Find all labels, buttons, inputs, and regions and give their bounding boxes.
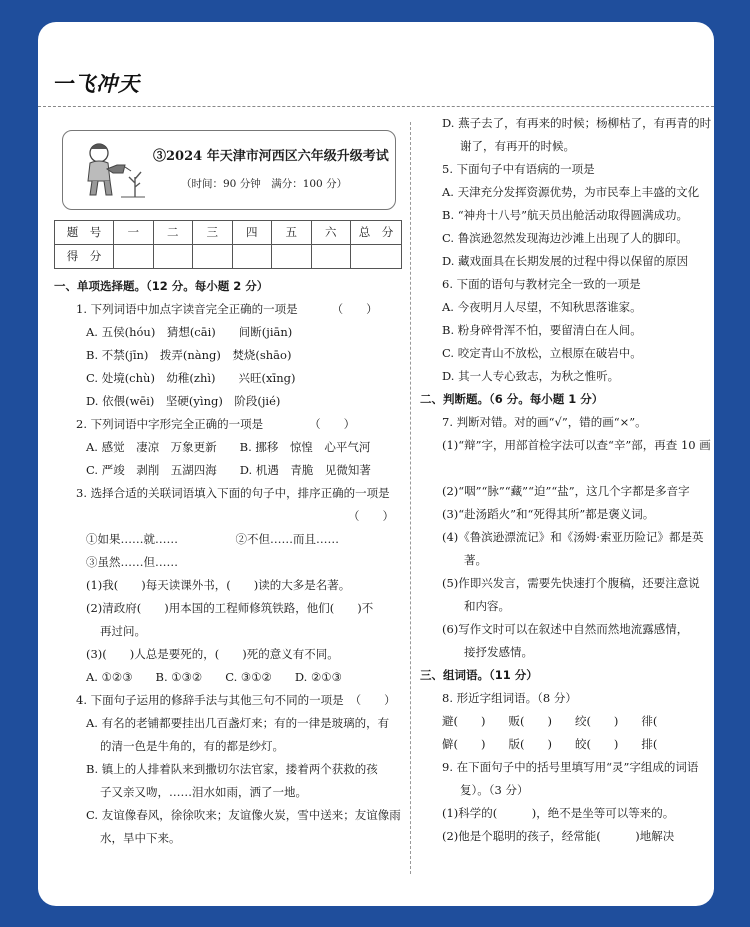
judge-item: 接抒发感情。 bbox=[464, 645, 533, 659]
option: ①如果……就…… ②不但……而且…… bbox=[86, 532, 339, 546]
judge-item: (3)“赴汤蹈火”和“死得其所”都是褒义词。 bbox=[442, 507, 655, 521]
score-table-header-row bbox=[55, 221, 402, 245]
question-stem: 1. 下列词语中加点字读音完全正确的一项是 （ ） bbox=[54, 298, 404, 321]
judge-item-blank bbox=[420, 457, 714, 480]
score-header-cell: 四 bbox=[232, 221, 272, 245]
option: B. “神舟十八号”航天员出舱活动取得圆满成功。 bbox=[442, 208, 689, 222]
score-header-cell: 总 分 bbox=[351, 221, 402, 245]
score-header-cell: 五 bbox=[272, 221, 312, 245]
option: B. 镇上的人排着队来到撒切尔法官家，搂着两个获救的孩 bbox=[86, 762, 378, 776]
exam-title: ③2024 年天津市河西区六年级升级考试 bbox=[153, 149, 389, 164]
score-cell[interactable] bbox=[351, 245, 402, 269]
score-row-label: 得 分 bbox=[55, 245, 114, 269]
score-header-cell: 二 bbox=[153, 221, 193, 245]
option: B. 不禁(jīn) 拨弄(nàng) 焚烧(shāo) bbox=[86, 348, 292, 362]
score-cell[interactable] bbox=[272, 245, 312, 269]
boy-watering-plant-illustration-icon bbox=[77, 139, 147, 201]
column-divider bbox=[410, 122, 411, 874]
question-stem: 6. 下面的语句与教材完全一致的一项是 bbox=[442, 277, 641, 291]
option: 水，旱中下来。 bbox=[100, 831, 181, 845]
option: A. 感觉 凄凉 万象更新 B. 挪移 惊惶 心平气河 bbox=[86, 440, 371, 454]
section-heading: 一、单项选择题。（12 分。每小题 2 分） bbox=[54, 279, 269, 293]
judge-item: (6)写作文时可以在叙述中自然而然地流露感情， bbox=[442, 622, 689, 636]
option: A. ①②③ B. ①③② C. ③①② D. ②①③ bbox=[86, 670, 342, 684]
question-stem: 2. 下列词语中字形完全正确的一项是 （ ） bbox=[54, 413, 404, 436]
section-heading: 二、判断题。（6 分。每小题 1 分） bbox=[420, 392, 604, 406]
score-cell[interactable] bbox=[153, 245, 193, 269]
option: C. 处境(chù) 幼稚(zhì) 兴旺(xīng) bbox=[86, 371, 296, 385]
fill-sentence: (2)他是个聪明的孩子，经常能( )地解决 bbox=[442, 829, 675, 843]
option: 谢了，有再开的时候。 bbox=[460, 139, 575, 153]
fill-sentence: (2)清政府( )用本国的工程师修筑铁路，他们( )不 bbox=[86, 601, 374, 615]
option: D. 其一人专心致志，为秋之惟听。 bbox=[442, 369, 620, 383]
score-table-score-row bbox=[55, 245, 402, 269]
answer-paren[interactable]: （ ） bbox=[349, 693, 396, 707]
fill-sentence: 再过问。 bbox=[100, 624, 146, 638]
option: B. 粉身碎骨浑不怕，要留清白在人间。 bbox=[442, 323, 642, 337]
question-stem: 4. 下面句子运用的修辞手法与其他三句不同的一项是 （ ） bbox=[54, 689, 404, 712]
score-cell[interactable] bbox=[193, 245, 233, 269]
judge-item: 和内容。 bbox=[464, 599, 510, 613]
score-header-cell: 三 bbox=[193, 221, 233, 245]
brand-logo: 一飞冲天 bbox=[52, 72, 140, 96]
option: A. 今夜明月人尽望，不知秋思落谁家。 bbox=[442, 300, 642, 314]
option: C. 友谊像春风，徐徐吹来；友谊像火炭，雪中送来；友谊像雨 bbox=[86, 808, 401, 822]
word-group-row: 僻( ) 版( ) 皎( ) 排( bbox=[442, 737, 658, 751]
score-cell[interactable] bbox=[311, 245, 351, 269]
question-stem: 5. 下面句子中有语病的一项是 bbox=[442, 162, 595, 176]
judge-item: 著。 bbox=[464, 553, 487, 567]
judge-item: (5)作即兴发言，需要先快速打个腹稿，还要注意说 bbox=[442, 576, 700, 590]
option: 子又亲又吻，……泪水如雨，洒了一地。 bbox=[100, 785, 307, 799]
option: D. 依偎(wēi) 坚硬(yìng) 阶段(jié) bbox=[86, 394, 281, 408]
judge-item: (1)“辩”字，用部首检字法可以查“辛”部，再查 10 画 bbox=[442, 438, 711, 452]
option: 的清一色是牛角的，有的都是纱灯。 bbox=[100, 739, 284, 753]
question-stem: 复）。（3 分） bbox=[460, 783, 529, 797]
answer-paren[interactable]: （ ） bbox=[331, 302, 378, 316]
score-cell[interactable] bbox=[232, 245, 272, 269]
exam-subtitle: （时间：90 分钟 满分：100 分） bbox=[181, 178, 348, 190]
option: A. 五侯(hóu) 猜想(cāi) 间断(jiān) bbox=[86, 325, 293, 339]
question-stem: 3. 选择合适的关联词语填入下面的句子中，排序正确的一项是 bbox=[76, 486, 390, 500]
option: A. 有名的老铺都要挂出几百盏灯来；有的一律是玻璃的，有 bbox=[86, 716, 390, 730]
exam-title-box bbox=[62, 130, 396, 210]
score-header-cell: 六 bbox=[311, 221, 351, 245]
option: C. 咬定青山不放松，立根原在破岩中。 bbox=[442, 346, 642, 360]
answer-paren[interactable]: （ ） bbox=[348, 509, 394, 523]
option: C. 严竣 剥削 五湖四海 D. 机遇 青脆 见微知著 bbox=[86, 463, 371, 477]
score-table bbox=[54, 220, 402, 269]
word-group-row: 避( ) 贩( ) 绞( ) 徘( bbox=[442, 714, 658, 728]
option: A. 天津充分发挥资源优势，为市民奉上丰盛的文化 bbox=[442, 185, 700, 199]
left-column bbox=[54, 130, 404, 850]
score-cell[interactable] bbox=[114, 245, 154, 269]
fill-sentence: (1)我( )每天读课外书，( )读的大多是名著。 bbox=[86, 578, 351, 592]
option: ③虽然……但…… bbox=[86, 555, 178, 569]
section-heading: 三、组词语。（11 分） bbox=[420, 668, 538, 682]
option: D. 藏戏面具在长期发展的过程中得以保留的原因 bbox=[442, 254, 689, 268]
judge-item: (2)“咽”“脉”“藏”“迫”“盐”，这几个字都是多音字 bbox=[442, 484, 690, 498]
fill-sentence: (3)( )人总是要死的，( )死的意义有不同。 bbox=[86, 647, 339, 661]
question-stem: 9. 在下面句子中的括号里填写用“灵”字组成的词语 bbox=[442, 760, 699, 774]
question-stem: 8. 形近字组词语。（8 分） bbox=[442, 691, 577, 705]
judge-item: (4)《鲁滨逊漂流记》和《汤姆·索亚历险记》都是英 bbox=[442, 530, 704, 544]
score-header-cell: 一 bbox=[114, 221, 154, 245]
question-stem: 7. 判断对错。对的画“√”，错的画“×”。 bbox=[442, 415, 647, 429]
option: D. 燕子去了，有再来的时候；杨柳枯了，有再青的时 bbox=[442, 116, 712, 130]
answer-paren[interactable]: （ ） bbox=[309, 417, 356, 431]
exam-paper bbox=[38, 22, 714, 906]
score-header-cell: 题 号 bbox=[55, 221, 114, 245]
right-column bbox=[420, 112, 714, 848]
header-rule bbox=[38, 106, 714, 107]
option: C. 鲁滨逊忽然发现海边沙滩上出现了人的脚印。 bbox=[442, 231, 688, 245]
fill-sentence: (1)科学的( )，绝不是坐等可以等来的。 bbox=[442, 806, 675, 820]
